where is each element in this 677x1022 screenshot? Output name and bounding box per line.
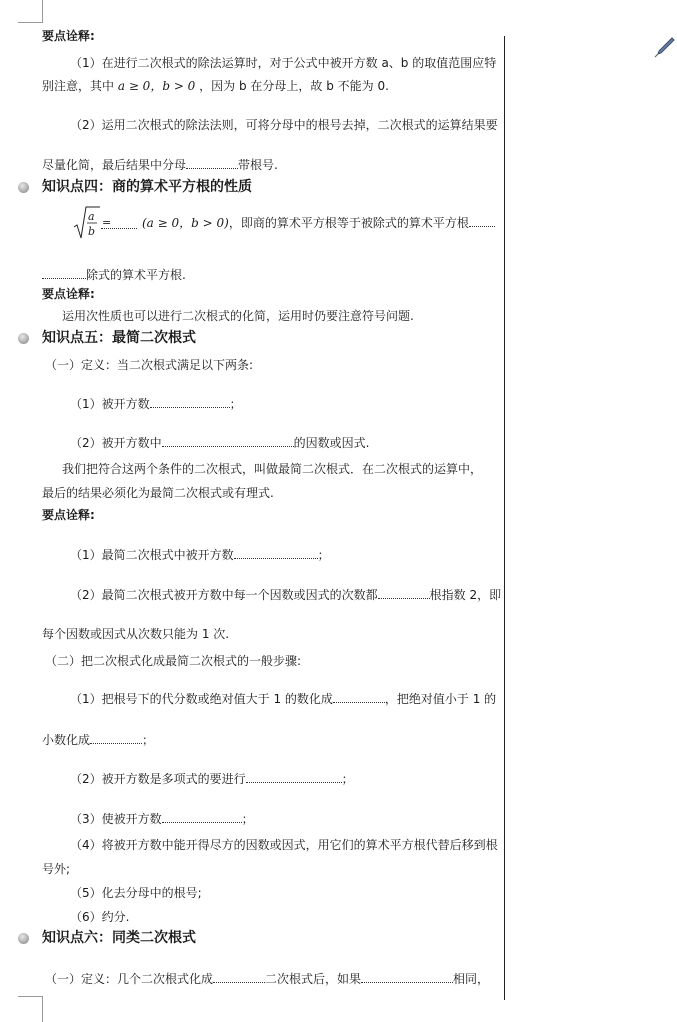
- k5-step-6: （6）约分.: [70, 910, 130, 924]
- blank-field[interactable]: [361, 970, 453, 983]
- crop-mark-top-v: [42, 0, 43, 22]
- bullet-circle-icon: [18, 182, 29, 193]
- k5-step-4-line2: 号外;: [42, 862, 71, 876]
- k6-def-b: 二次根式后，如果: [265, 972, 362, 986]
- frac-equals: =: [102, 216, 112, 229]
- note-para1-line2: [42, 78, 389, 94]
- blank-field[interactable]: [42, 266, 86, 279]
- blank-field[interactable]: [213, 970, 265, 983]
- crop-mark-top-h: [18, 22, 43, 23]
- margin-rule: [504, 36, 505, 1000]
- crop-mark-bottom-h: [18, 996, 43, 997]
- note-para2-line2-a: 尽量化简，最后结果中分母: [42, 158, 187, 172]
- note-label: 要点诠释:: [42, 29, 95, 43]
- blank-field[interactable]: [246, 770, 342, 783]
- crop-mark-bottom-v: [42, 996, 43, 1022]
- note-para1-line2-a: 别注意，其中: [42, 79, 115, 93]
- k4-text: ，即商的算术平方根等于被除式的算术平方根: [228, 216, 469, 230]
- note-para2-line1: （2）运用二次根式的除法法则，可将分母中的根号去掉，二次根式的运算结果要: [70, 118, 498, 132]
- k5-step-1-line2: [42, 731, 154, 748]
- bullet-circle-icon: [18, 333, 29, 344]
- note-label-k5: 要点诠释:: [42, 508, 95, 522]
- k5-c1-text: （1）被开方数: [70, 397, 150, 411]
- k5-st3-text: （3）使被开方数: [70, 812, 162, 826]
- k4-statement: [142, 214, 495, 231]
- blank-field[interactable]: [234, 546, 318, 559]
- section-title-k4: 知识点四：商的算术平方根的性质: [42, 179, 252, 195]
- k6-definition: [45, 970, 489, 987]
- k4-line2-text: 除式的算术平方根.: [86, 268, 186, 282]
- k5-step-1: [70, 690, 496, 707]
- k5-note-2-line2: 每个因数或因式从次数只能为 1 次.: [42, 627, 230, 641]
- note-para2-line2: [42, 156, 278, 173]
- blank-field[interactable]: [101, 216, 137, 229]
- blank-field[interactable]: [162, 434, 294, 447]
- frac-numerator: a: [88, 210, 95, 223]
- k5-definition: （一）定义：当二次根式满足以下两条:: [45, 358, 254, 372]
- blank-field[interactable]: [150, 395, 230, 408]
- k5-steps-title: （二）把二次根式化成最简二次根式的一般步骤:: [45, 654, 302, 668]
- k5-st1-l2: 小数化成: [42, 733, 91, 747]
- k5-step-4-line1: （4）将被开方数中能开得尽方的因数或因式，用它们的算术平方根代替后移到根: [70, 838, 498, 852]
- k5-st1-b: ，把绝对值小于 1 的: [384, 692, 497, 706]
- k5-n1-text: （1）最简二次根式中被开方数: [70, 548, 234, 562]
- section-title-k5: 知识点五：最简二次根式: [42, 330, 196, 346]
- blank-field[interactable]: [333, 690, 385, 703]
- k5-c2-b: 的因数或因式.: [293, 436, 370, 450]
- note-para1-line2-b: ，因为 b 在分母上，故 b 不能为 0.: [199, 79, 389, 93]
- k5-st2-text: （2）被开方数是多项式的要进行: [70, 772, 246, 786]
- blank-field[interactable]: [378, 586, 430, 599]
- frac-denominator: b: [88, 225, 96, 238]
- blank-field[interactable]: [162, 810, 242, 823]
- note-para1-condition: a ≥ 0，b > 0: [117, 79, 196, 93]
- k4-line2: [42, 266, 186, 283]
- k5-st1-a: （1）把根号下的代分数或绝对值大于 1 的数化成: [70, 692, 333, 706]
- k5-para-line2: 最后的结果必须化为最简二次根式或有理式.: [42, 486, 274, 500]
- k5-condition-1: [70, 395, 242, 412]
- k5-n2-a: （2）最简二次根式被开方数中每一个因数或因式的次数都: [70, 588, 378, 602]
- blank-field[interactable]: [90, 731, 142, 744]
- k5-note-1: [70, 546, 330, 563]
- k5-st3-end: ；: [241, 812, 254, 826]
- k5-n2-b: 根指数 2，即: [429, 588, 502, 602]
- k5-st1-end: ；: [142, 733, 155, 747]
- k5-c1-end: ；: [229, 397, 242, 411]
- k5-step-2: [70, 770, 354, 787]
- k5-condition-2: [70, 434, 369, 451]
- bullet-circle-icon: [18, 933, 29, 944]
- k4-condition: (a ≥ 0，b > 0): [142, 216, 229, 230]
- k5-st2-end: ；: [341, 772, 354, 786]
- blank-field[interactable]: [469, 214, 495, 227]
- k5-c2-a: （2）被开方数中: [70, 436, 162, 450]
- blank-field[interactable]: [186, 156, 238, 169]
- k5-note-2: [70, 586, 501, 603]
- k5-para-line1: 我们把符合这两个条件的二次根式，叫做最简二次根式．在二次根式的运算中，: [62, 462, 483, 476]
- pen-icon[interactable]: [654, 36, 676, 58]
- k5-step-5: （5）化去分母中的根号;: [70, 886, 202, 900]
- note-para2-line2-b: 带根号.: [238, 158, 278, 172]
- k5-step-3: [70, 810, 254, 827]
- section-title-k6: 知识点六：同类二次根式: [42, 930, 196, 946]
- note-para1-line1: （1）在进行二次根式的除法运算时，对于公式中被开方数 a、b 的取值范围应特: [70, 56, 497, 70]
- k6-def-a: （一）定义：几个二次根式化成: [45, 972, 214, 986]
- note-label-k4: 要点诠释:: [42, 287, 95, 301]
- k5-n1-end: ；: [317, 548, 330, 562]
- k6-def-c: 相同，: [453, 972, 490, 986]
- k4-note: 运用次性质也可以进行二次根式的化简，运用时仍要注意符号问题.: [62, 309, 414, 323]
